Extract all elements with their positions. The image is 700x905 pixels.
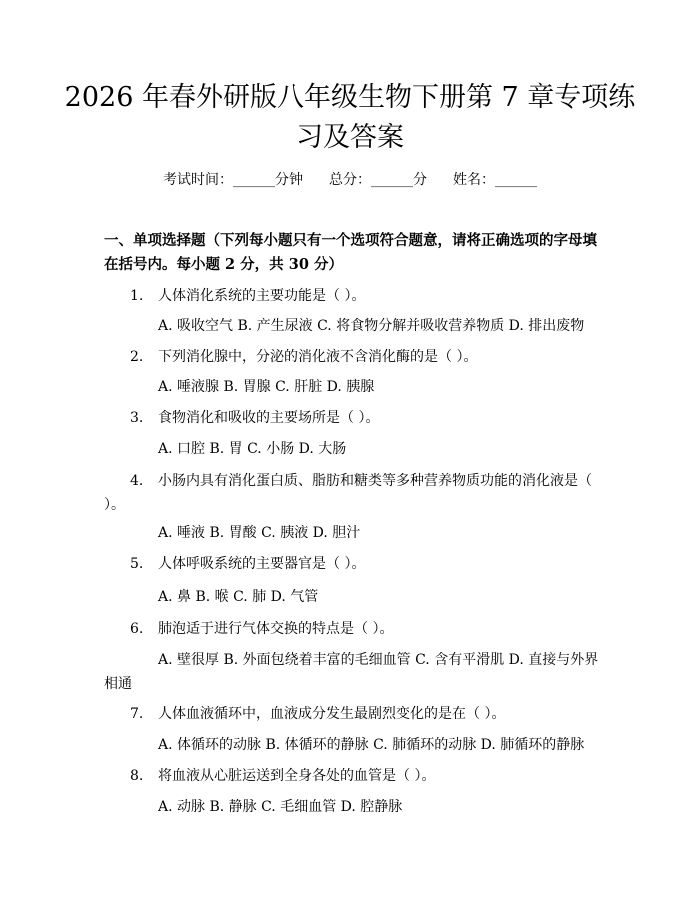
question-number: 2.: [130, 349, 144, 365]
question-text: 小肠内具有消化蛋白质、脂肪和糖类等多种营养物质功能的消化液是（ ）。: [104, 473, 592, 513]
question-text: 下列消化腺中，分泌的消化液不含消化酶的是（ ）。: [158, 349, 478, 365]
name-label: 姓名：: [453, 172, 495, 188]
question-number: 1.: [130, 288, 144, 304]
question-1: [104, 284, 599, 308]
section-heading: 一、单项选择题（下列每小题只有一个选项符合题意，请将正确选项的字母填在括号内。每小题 2 分，共 30 分）: [104, 232, 597, 273]
question-number: 6.: [130, 621, 144, 637]
question-number: 4.: [130, 473, 144, 489]
question-text: 人体血液循环中，血液成分发生最剧烈变化的是在（ ）。: [158, 706, 506, 722]
question-4-options: A. 唾液 B. 胃酸 C. 胰液 D. 胆汁: [158, 525, 361, 541]
question-5: [104, 552, 599, 576]
time-unit: 分钟: [275, 172, 303, 188]
document-title: 2026 年春外研版八年级生物下册第 7 章专项练习及答案: [64, 82, 636, 153]
score-label: 总分：: [329, 172, 371, 188]
score-blank: ______: [371, 172, 413, 188]
question-text: 人体呼吸系统的主要器官是（ ）。: [158, 556, 366, 572]
question-8-options: A. 动脉 B. 静脉 C. 毛细血管 D. 腔静脉: [158, 799, 403, 815]
question-text: 人体消化系统的主要功能是（ ）。: [158, 288, 366, 304]
question-7: [104, 702, 599, 726]
question-8: [104, 764, 599, 788]
question-4: [104, 469, 599, 517]
time-label: 考试时间：: [163, 172, 233, 188]
question-3-options: A. 口腔 B. 胃 C. 小肠 D. 大肠: [158, 441, 347, 457]
time-blank: ______: [233, 172, 275, 188]
question-2-options: A. 唾液腺 B. 胃腺 C. 肝脏 D. 胰腺: [158, 379, 375, 395]
question-2: [104, 345, 599, 369]
question-number: 7.: [130, 706, 144, 722]
exam-info-line: [0, 169, 700, 189]
question-number: 5.: [130, 556, 144, 572]
question-6-options: A. 壁很厚 B. 外面包绕着丰富的毛细血管 C. 含有平滑肌 D. 直接与外界相通: [104, 652, 599, 692]
question-number: 8.: [130, 768, 144, 784]
question-text: 肺泡适于进行气体交换的特点是（ ）。: [158, 621, 394, 637]
question-text: 将血液从心脏运送到全身各处的血管是（ ）。: [158, 768, 436, 784]
question-text: 食物消化和吸收的主要场所是（ ）。: [158, 410, 380, 426]
score-unit: 分: [413, 172, 427, 188]
question-6: [104, 617, 599, 641]
question-7-options: A. 体循环的动脉 B. 体循环的静脉 C. 肺循环的动脉 D. 肺循环的静脉: [158, 737, 585, 753]
question-3: [104, 406, 599, 430]
question-1-options: A. 吸收空气 B. 产生尿液 C. 将食物分解并吸收营养物质 D. 排出废物: [158, 318, 585, 334]
question-number: 3.: [130, 410, 144, 426]
name-blank: ______: [495, 172, 537, 188]
question-5-options: A. 鼻 B. 喉 C. 肺 D. 气管: [158, 589, 319, 605]
